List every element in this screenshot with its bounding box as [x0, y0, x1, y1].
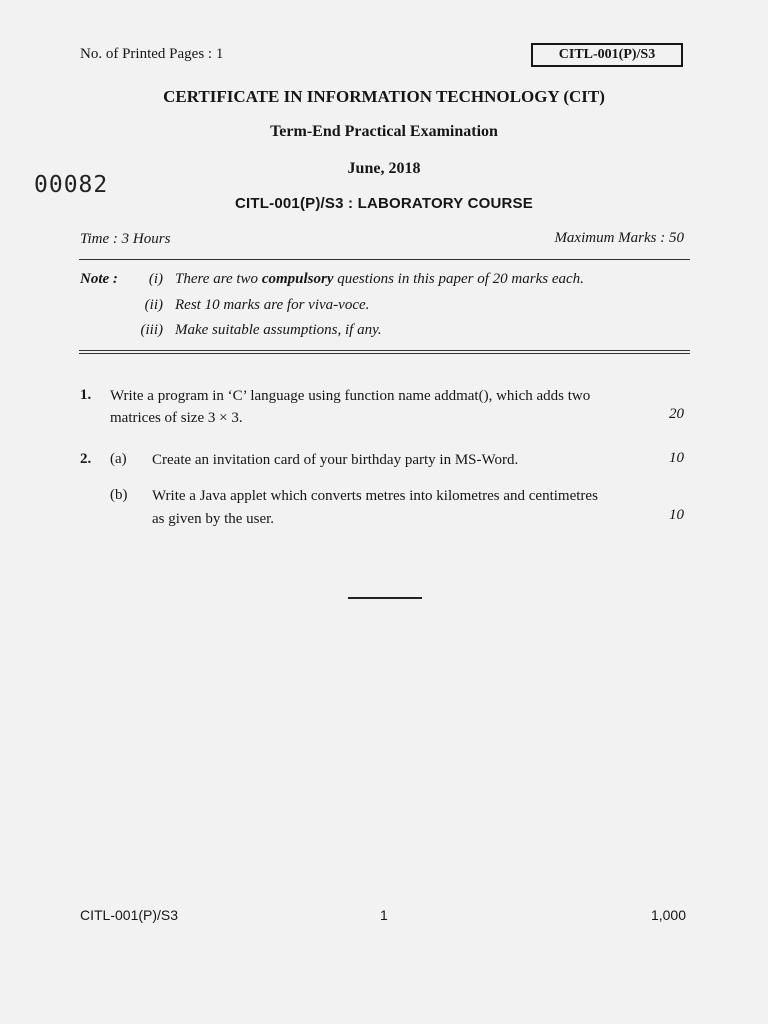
note-item-text: Rest 10 marks are for viva-voce. — [175, 297, 370, 313]
question-text-line: Write a Java applet which converts metres into kilometres and centimetres — [152, 488, 598, 504]
note-text-part: questions in this paper of 20 marks each. — [333, 271, 584, 287]
footer-paper-code: CITL-001(P)/S3 — [80, 907, 179, 923]
paper-code-box: CITL-001(P)/S3 — [531, 43, 683, 67]
note-item-text — [175, 271, 584, 288]
note-item-number: (iii) — [140, 322, 163, 338]
footer-page-number: 1 — [380, 907, 388, 923]
question-marks: 10 — [669, 507, 684, 523]
question-text-line: matrices of size 3 × 3. — [110, 410, 243, 426]
note-item-number: (i) — [148, 271, 163, 287]
note-label: Note : — [80, 271, 118, 287]
question-text-line: Create an invitation card of your birthday party in MS-Word. — [152, 452, 519, 468]
printed-pages-count: No. of Printed Pages : 1 — [80, 46, 224, 62]
question-part-label: (b) — [110, 487, 128, 503]
question-text-line: Write a program in ‘C’ language using function name addmat(), which adds two — [110, 388, 591, 404]
note-text-part: There are two — [175, 271, 262, 287]
divider-double-line-top — [79, 350, 690, 351]
certificate-title: CERTIFICATE IN INFORMATION TECHNOLOGY (CIT) — [163, 87, 605, 106]
course-title: CITL-001(P)/S3 : LABORATORY COURSE — [235, 195, 533, 212]
question-marks: 10 — [669, 450, 684, 466]
exam-type-title: Term-End Practical Examination — [270, 123, 498, 140]
maximum-marks: Maximum Marks : 50 — [554, 230, 684, 246]
note-item-text: Make suitable assumptions, if any. — [175, 322, 382, 338]
question-part-label: (a) — [110, 451, 127, 467]
divider-line — [79, 259, 690, 260]
question-text-line: as given by the user. — [152, 511, 275, 527]
divider-double-line-bottom — [79, 353, 690, 354]
end-of-paper-rule — [348, 597, 422, 599]
question-marks: 20 — [669, 406, 684, 422]
question-number: 2. — [80, 451, 92, 467]
note-bold-word: compulsory — [261, 271, 334, 287]
question-number: 1. — [80, 387, 92, 403]
footer-copies-count: 1,000 — [650, 907, 686, 923]
note-item-number: (ii) — [144, 297, 163, 313]
exam-date: June, 2018 — [347, 160, 421, 177]
time-allowed: Time : 3 Hours — [80, 231, 171, 247]
handwritten-stamp-number: 00082 — [34, 172, 109, 198]
